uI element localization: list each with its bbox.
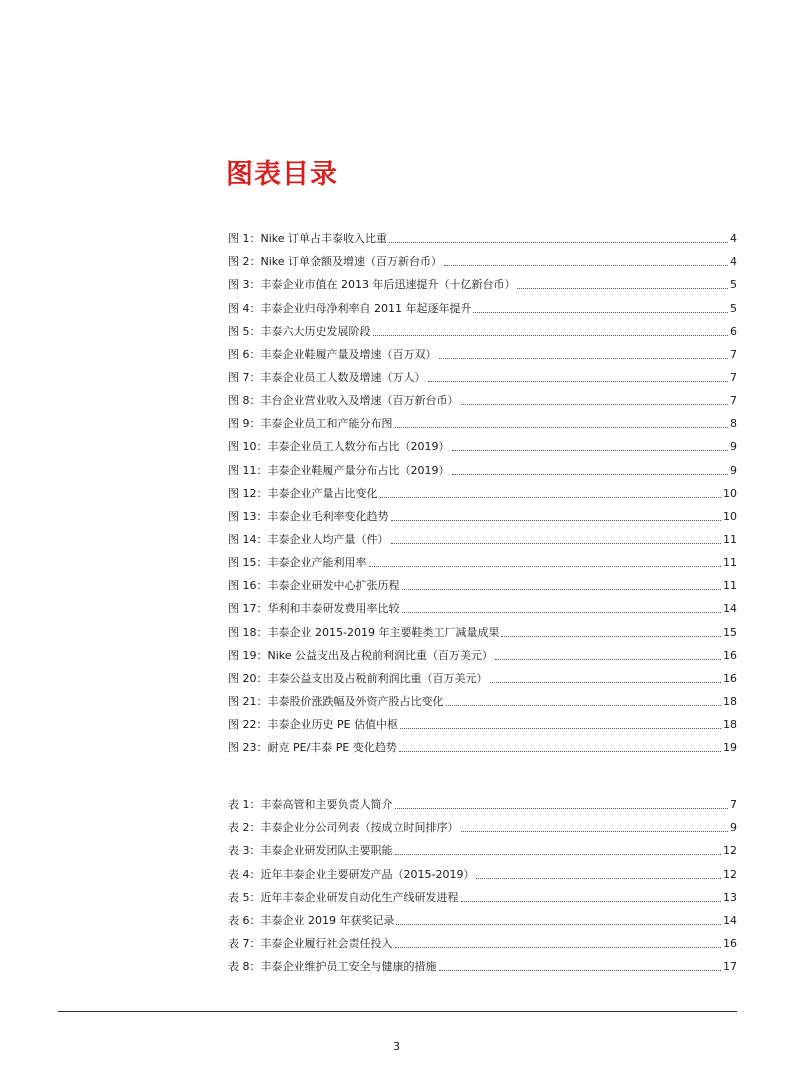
entry-label: 图 5：丰泰六大历史发展阶段 [228,324,371,338]
entry-label: 图 1：Nike 订单占丰泰收入比重 [228,232,388,246]
entry-page: 7 [730,347,737,361]
entry-label: 图 12：丰泰企业产量占比变化 [228,486,378,500]
entry-page: 14 [723,602,737,616]
dot-leader [439,358,729,359]
entry-label: 图 3：丰泰企业市值在 2013 年后迅速提升（十亿新台币） [228,278,516,292]
toc-entry[interactable] [228,431,737,454]
dot-leader [501,636,721,637]
entry-label: 图 14：丰泰企业人均产量（件） [228,532,389,546]
entry-page: 9 [730,821,737,835]
entry-label: 图 2：Nike 订单金额及增速（百万新台币） [228,255,443,269]
entry-page: 5 [730,278,737,292]
toc-entry[interactable] [228,524,737,547]
entry-label: 图 8：丰台企业营业收入及增速（百万新台币） [228,394,459,408]
toc-entry[interactable] [228,339,737,362]
dot-leader [389,242,728,243]
entry-label: 图 18：丰泰企业 2015-2019 年主要鞋类工厂减量成果 [228,625,500,639]
entry-label: 图 16：丰泰企业研发中心扩张历程 [228,579,400,593]
dot-leader [517,288,728,289]
entry-page: 9 [730,463,737,477]
entry-label: 图 21：丰泰股价涨跌幅及外资产股占比变化 [228,694,444,708]
toc-entry[interactable] [228,640,737,663]
table-list [228,789,737,974]
toc-entry[interactable] [228,732,737,755]
entry-label: 表 8：丰泰企业维护员工安全与健康的措施 [228,960,437,974]
figure-list [228,223,737,755]
toc-entry[interactable] [228,928,737,951]
dot-leader [452,450,729,451]
dot-leader [369,566,722,567]
entry-label: 图 4：丰泰企业归母净利率自 2011 年起逐年提升 [228,301,472,315]
entry-page: 7 [730,394,737,408]
toc-entry[interactable] [228,905,737,928]
entry-label: 表 3：丰泰企业研发团队主要职能 [228,844,393,858]
entry-page: 11 [723,556,737,570]
toc-entry[interactable] [228,408,737,431]
entry-label: 图 22：丰泰企业历史 PE 估值中枢 [228,718,399,732]
page-title: 图表目录 [226,159,338,190]
entry-label: 表 4：近年丰泰企业主要研发产品（2015-2019） [228,867,475,881]
entry-page: 12 [723,844,737,858]
entry-page: 10 [723,509,737,523]
entry-page: 11 [723,532,737,546]
dot-leader [402,612,722,613]
entry-page: 6 [730,324,737,338]
dot-leader [444,265,728,266]
footer-divider [58,1011,737,1012]
toc-entry[interactable] [228,316,737,339]
dot-leader [476,878,721,879]
entry-label: 图 13：丰泰企业毛利率变化趋势 [228,509,389,523]
entry-page: 13 [723,890,737,904]
toc-entry[interactable] [228,501,737,524]
entry-label: 图 11：丰泰企业鞋履产量分布占比（2019） [228,463,450,477]
toc-entry[interactable] [228,547,737,570]
entry-page: 16 [723,936,737,950]
entry-label: 图 10：丰泰企业员工人数分布占比（2019） [228,440,450,454]
dot-leader [395,854,722,855]
entry-label: 图 6：丰泰企业鞋履产量及增速（百万双） [228,347,437,361]
entry-page: 14 [723,913,737,927]
dot-leader [395,427,729,428]
dot-leader [391,543,722,544]
dot-leader [452,474,729,475]
dot-leader [446,705,722,706]
entry-page: 5 [730,301,737,315]
toc-entry[interactable] [228,835,737,858]
toc-entry[interactable] [228,686,737,709]
toc-entry[interactable] [228,593,737,616]
entry-page: 18 [723,718,737,732]
entry-label: 图 15：丰泰企业产能利用率 [228,556,367,570]
entry-label: 图 17：华利和丰泰研发费用率比较 [228,602,400,616]
entry-label: 图 19：Nike 公益支出及占税前利润比重（百万美元） [228,648,494,662]
dot-leader [439,970,722,971]
entry-label: 表 2：丰泰企业分公司列表（按成立时间排序） [228,821,459,835]
dot-leader [461,404,729,405]
dot-leader [402,589,722,590]
entry-page: 11 [723,579,737,593]
entry-label: 表 6：丰泰企业 2019 年获奖记录 [228,913,395,927]
toc-entry[interactable] [228,616,737,639]
toc-entry[interactable] [228,269,737,292]
entry-label: 表 1：丰泰高管和主要负责人简介 [228,798,393,812]
toc-entry[interactable] [228,292,737,315]
toc-entry[interactable] [228,478,737,501]
toc-entry[interactable] [228,858,737,881]
dot-leader [428,381,729,382]
entry-label: 图 20：丰泰公益支出及占税前利润比重（百万美元） [228,671,488,685]
entry-page: 7 [730,370,737,384]
dot-leader [461,901,722,902]
entry-page: 10 [723,486,737,500]
toc-entry[interactable] [228,663,737,686]
entry-label: 图 7：丰泰企业员工人数及增速（万人） [228,370,426,384]
toc-entry[interactable] [228,882,737,905]
toc-entry[interactable] [228,385,737,408]
toc-entry[interactable] [228,362,737,385]
dot-leader [495,659,721,660]
toc-entry[interactable] [228,951,737,974]
entry-page: 4 [730,232,737,246]
entry-page: 8 [730,417,737,431]
entry-page: 19 [723,741,737,755]
entry-label: 表 5：近年丰泰企业研发自动化生产线研发进程 [228,890,459,904]
entry-page: 7 [730,798,737,812]
entry-page: 12 [723,867,737,881]
entry-page: 15 [723,625,737,639]
dot-leader [473,312,728,313]
toc-entry[interactable] [228,709,737,732]
entry-page: 17 [723,960,737,974]
entry-label: 表 7：丰泰企业履行社会责任投入 [228,936,393,950]
dot-leader [395,808,729,809]
entry-page: 18 [723,694,737,708]
dot-leader [380,497,722,498]
entry-label: 图 9：丰泰企业员工和产能分布图 [228,417,393,431]
toc-entry[interactable] [228,570,737,593]
dot-leader [461,831,729,832]
toc-entry[interactable] [228,789,737,812]
dot-leader [490,682,722,683]
dot-leader [399,751,721,752]
toc-entry[interactable] [228,246,737,269]
toc-entry[interactable] [228,454,737,477]
entry-page: 16 [723,671,737,685]
dot-leader [373,335,729,336]
dot-leader [396,924,721,925]
entry-page: 9 [730,440,737,454]
entry-page: 16 [723,648,737,662]
toc-entry[interactable] [228,812,737,835]
entry-label: 图 23：耐克 PE/丰泰 PE 变化趋势 [228,741,397,755]
entry-page: 4 [730,255,737,269]
dot-leader [400,728,721,729]
dot-leader [391,520,722,521]
dot-leader [395,947,722,948]
toc-entry[interactable] [228,223,737,246]
page-number: 3 [393,1040,400,1053]
